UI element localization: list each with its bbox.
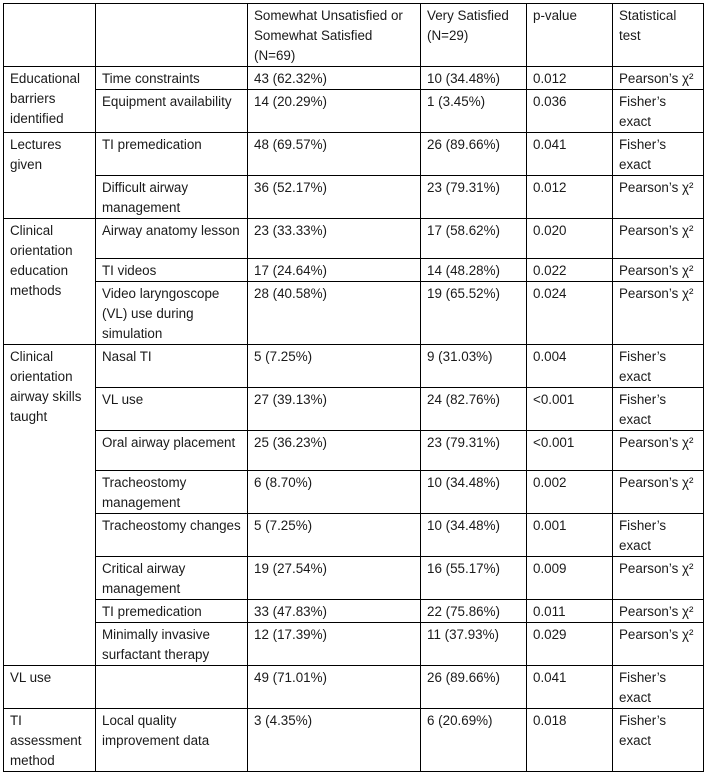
row-p-value: 0.024: [527, 282, 613, 345]
group-category-label: Clinical orientation education methods: [4, 219, 96, 345]
row-satisfied-value: 16 (55.17%): [421, 557, 527, 600]
row-satisfied-value: 9 (31.03%): [421, 345, 527, 388]
row-statistical-test: Pearson’s χ²: [613, 431, 704, 471]
row-unsatisfied-value: 5 (7.25%): [248, 345, 421, 388]
row-item-label: [96, 666, 248, 709]
row-unsatisfied-value: 6 (8.70%): [248, 471, 421, 514]
row-satisfied-value: 11 (37.93%): [421, 623, 527, 666]
table-row: [4, 388, 704, 431]
row-item-label: TI premedication: [96, 133, 248, 176]
row-p-value: 0.011: [527, 600, 613, 623]
table-row: [4, 623, 704, 666]
row-p-value: 0.012: [527, 67, 613, 90]
row-unsatisfied-value: 14 (20.29%): [248, 90, 421, 133]
row-item-label: Time constraints: [96, 67, 248, 90]
group-category-label: TI assessment method: [4, 709, 96, 772]
row-p-value: 0.012: [527, 176, 613, 219]
row-statistical-test: Pearson’s χ²: [613, 282, 704, 345]
table-row: [4, 282, 704, 345]
table-row: [4, 557, 704, 600]
table-row: [4, 345, 704, 388]
row-p-value: 0.036: [527, 90, 613, 133]
table-row: [4, 219, 704, 259]
row-item-label: TI videos: [96, 259, 248, 282]
row-satisfied-value: 17 (58.62%): [421, 219, 527, 259]
row-unsatisfied-value: 49 (71.01%): [248, 666, 421, 709]
table-row: [4, 90, 704, 133]
table-row: [4, 176, 704, 219]
row-satisfied-value: 26 (89.66%): [421, 666, 527, 709]
row-statistical-test: Pearson’s χ²: [613, 219, 704, 259]
row-item-label: Oral airway placement: [96, 431, 248, 471]
table-row: [4, 514, 704, 557]
row-statistical-test: Fisher’s exact: [613, 90, 704, 133]
header-cell-p-value: p-value: [527, 4, 613, 67]
row-satisfied-value: 10 (34.48%): [421, 67, 527, 90]
header-cell-satisfied: Very Satisfied (N=29): [421, 4, 527, 67]
row-p-value: 0.002: [527, 471, 613, 514]
row-item-label: Critical airway management: [96, 557, 248, 600]
row-satisfied-value: 23 (79.31%): [421, 431, 527, 471]
row-statistical-test: Pearson’s χ²: [613, 67, 704, 90]
row-unsatisfied-value: 3 (4.35%): [248, 709, 421, 772]
header-cell-category: [4, 4, 96, 67]
row-item-label: VL use: [96, 388, 248, 431]
row-p-value: <0.001: [527, 388, 613, 431]
row-p-value: 0.029: [527, 623, 613, 666]
row-unsatisfied-value: 48 (69.57%): [248, 133, 421, 176]
row-satisfied-value: 24 (82.76%): [421, 388, 527, 431]
row-statistical-test: Pearson’s χ²: [613, 623, 704, 666]
header-cell-unsatisfied: Somewhat Unsatisfied or Somewhat Satisfied (N=69): [248, 4, 421, 67]
row-item-label: Local quality improvement data: [96, 709, 248, 772]
row-item-label: Airway anatomy lesson: [96, 219, 248, 259]
row-p-value: 0.004: [527, 345, 613, 388]
header-cell-test: Statistical test: [613, 4, 704, 67]
row-unsatisfied-value: 43 (62.32%): [248, 67, 421, 90]
row-p-value: 0.041: [527, 666, 613, 709]
row-unsatisfied-value: 28 (40.58%): [248, 282, 421, 345]
row-unsatisfied-value: 19 (27.54%): [248, 557, 421, 600]
row-unsatisfied-value: 36 (52.17%): [248, 176, 421, 219]
row-statistical-test: Pearson’s χ²: [613, 176, 704, 219]
row-statistical-test: Pearson’s χ²: [613, 259, 704, 282]
row-item-label: Tracheostomy management: [96, 471, 248, 514]
row-unsatisfied-value: 12 (17.39%): [248, 623, 421, 666]
table-row: [4, 666, 704, 709]
row-satisfied-value: 22 (75.86%): [421, 600, 527, 623]
row-p-value: <0.001: [527, 431, 613, 471]
row-statistical-test: Pearson’s χ²: [613, 557, 704, 600]
table-row: [4, 600, 704, 623]
row-unsatisfied-value: 23 (33.33%): [248, 219, 421, 259]
row-p-value: 0.022: [527, 259, 613, 282]
statistics-table: [3, 3, 704, 772]
group-category-label: Clinical orientation airway skills taught: [4, 345, 96, 666]
row-p-value: 0.041: [527, 133, 613, 176]
row-p-value: 0.001: [527, 514, 613, 557]
row-statistical-test: Pearson’s χ²: [613, 600, 704, 623]
table-row: [4, 259, 704, 282]
row-satisfied-value: 6 (20.69%): [421, 709, 527, 772]
header-row: [4, 4, 704, 67]
row-statistical-test: Fisher’s exact: [613, 514, 704, 557]
row-unsatisfied-value: 33 (47.83%): [248, 600, 421, 623]
row-p-value: 0.018: [527, 709, 613, 772]
row-p-value: 0.009: [527, 557, 613, 600]
table-row: [4, 133, 704, 176]
row-satisfied-value: 10 (34.48%): [421, 471, 527, 514]
group-category-label: Lectures given: [4, 133, 96, 219]
row-statistical-test: Fisher’s exact: [613, 709, 704, 772]
row-statistical-test: Fisher’s exact: [613, 388, 704, 431]
group-category-label: VL use: [4, 666, 96, 709]
row-unsatisfied-value: 25 (36.23%): [248, 431, 421, 471]
row-statistical-test: Fisher’s exact: [613, 345, 704, 388]
row-p-value: 0.020: [527, 219, 613, 259]
row-unsatisfied-value: 17 (24.64%): [248, 259, 421, 282]
row-item-label: Minimally invasive surfactant therapy: [96, 623, 248, 666]
table-row: [4, 431, 704, 471]
table-row: [4, 471, 704, 514]
row-item-label: Tracheostomy changes: [96, 514, 248, 557]
row-satisfied-value: 23 (79.31%): [421, 176, 527, 219]
row-satisfied-value: 14 (48.28%): [421, 259, 527, 282]
row-item-label: TI premedication: [96, 600, 248, 623]
row-statistical-test: Pearson’s χ²: [613, 471, 704, 514]
row-item-label: Equipment availability: [96, 90, 248, 133]
row-item-label: Difficult airway management: [96, 176, 248, 219]
row-item-label: Nasal TI: [96, 345, 248, 388]
row-satisfied-value: 26 (89.66%): [421, 133, 527, 176]
row-statistical-test: Fisher’s exact: [613, 133, 704, 176]
row-satisfied-value: 1 (3.45%): [421, 90, 527, 133]
table-row: [4, 67, 704, 90]
row-unsatisfied-value: 27 (39.13%): [248, 388, 421, 431]
table-row: [4, 709, 704, 772]
row-statistical-test: Fisher’s exact: [613, 666, 704, 709]
row-unsatisfied-value: 5 (7.25%): [248, 514, 421, 557]
row-satisfied-value: 19 (65.52%): [421, 282, 527, 345]
row-item-label: Video laryngoscope (VL) use during simulation: [96, 282, 248, 345]
row-satisfied-value: 10 (34.48%): [421, 514, 527, 557]
group-category-label: Educational barriers identified: [4, 67, 96, 133]
header-cell-item: [96, 4, 248, 67]
